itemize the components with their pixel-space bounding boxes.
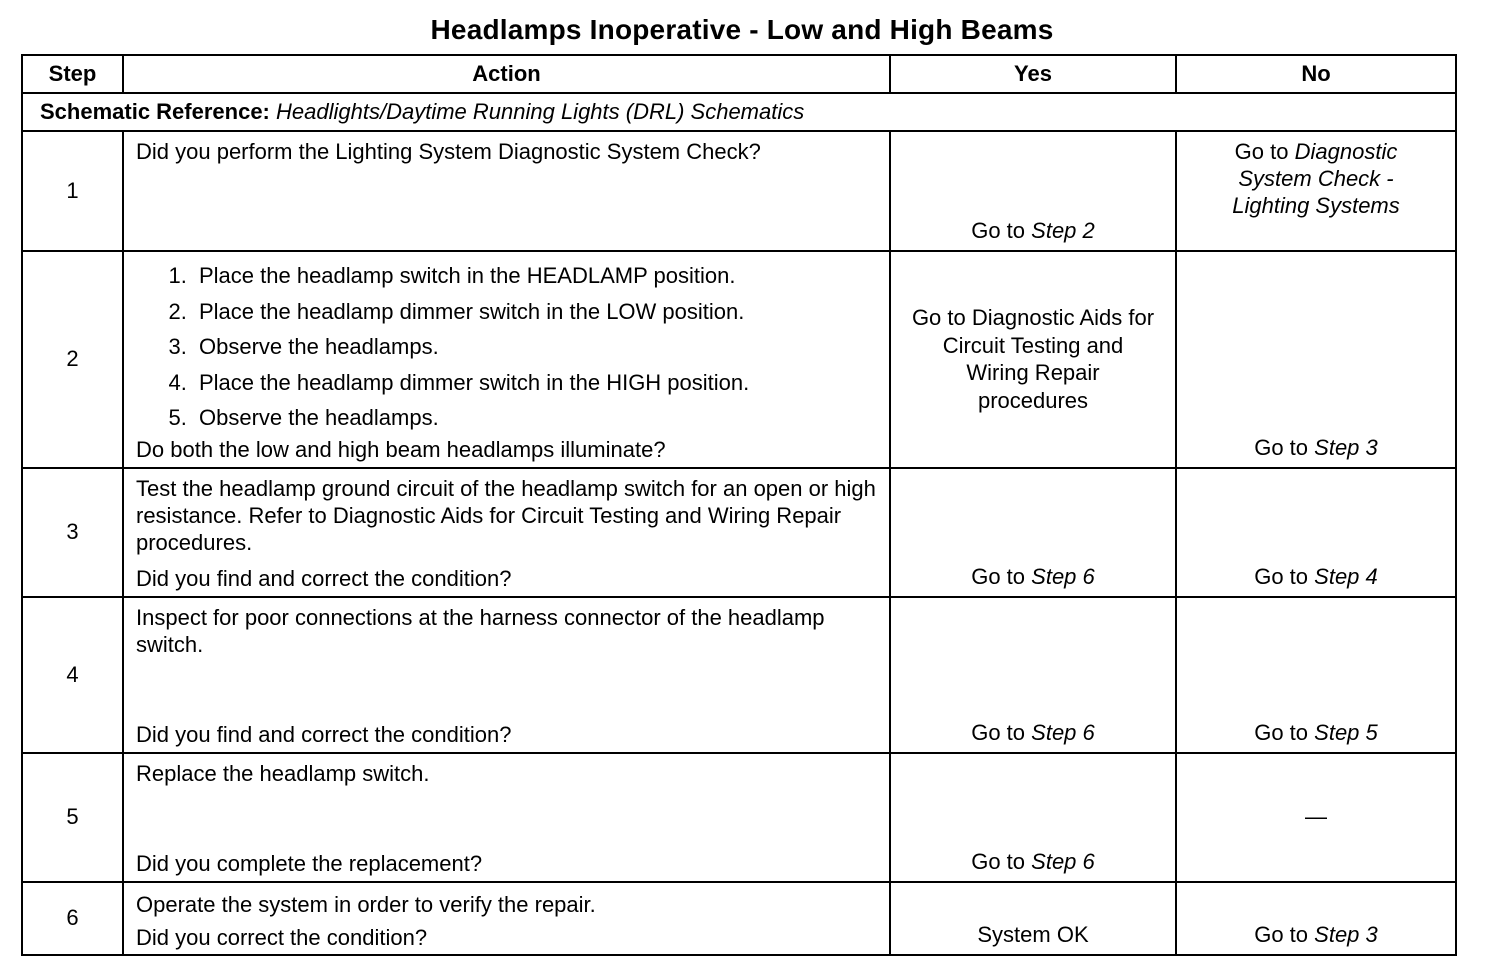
yes-prefix: Go to bbox=[971, 218, 1026, 243]
schematic-row bbox=[22, 93, 1456, 131]
diagnostic-table bbox=[21, 54, 1457, 956]
action-text: Test the headlamp ground circuit of the headlamp switch for an open or high resistance. Refer to Diagnostic Aids for Circuit Testing and Wiring Repair procedures. bbox=[136, 475, 876, 555]
no-cell bbox=[1176, 753, 1456, 882]
yes-text: System OK bbox=[977, 921, 1089, 947]
step-number: 5 bbox=[22, 753, 123, 882]
header-yes: Yes bbox=[890, 55, 1176, 93]
yes-step-ref: Step 6 bbox=[1031, 848, 1095, 874]
yes-step-ref: Step 2 bbox=[1031, 218, 1095, 243]
schematic-label: Schematic Reference: bbox=[40, 99, 270, 124]
action-cell bbox=[123, 251, 890, 468]
no-cell bbox=[1176, 468, 1456, 597]
table-row bbox=[22, 882, 1456, 955]
table-row bbox=[22, 251, 1456, 468]
list-item: 3. Observe the headlamps. bbox=[193, 329, 879, 365]
no-prefix: Go to bbox=[1254, 719, 1309, 745]
step-number: 4 bbox=[22, 597, 123, 753]
yes-cell bbox=[890, 597, 1176, 753]
step-number: 3 bbox=[22, 468, 123, 597]
schematic-reference bbox=[22, 93, 1456, 131]
action-question: Did you correct the condition? bbox=[136, 924, 428, 950]
no-cell bbox=[1176, 131, 1456, 251]
yes-text: Go to Diagnostic Aids for Circuit Testing and Wiring Repair procedures bbox=[911, 305, 1155, 413]
list-item: 2. Place the headlamp dimmer switch in the LOW position. bbox=[193, 294, 879, 330]
step-number: 2 bbox=[22, 251, 123, 468]
no-step-ref: Step 3 bbox=[1314, 921, 1378, 947]
list-item: 5. Observe the headlamps. bbox=[193, 400, 879, 436]
action-question: Did you find and correct the condition? bbox=[136, 721, 512, 747]
step-number: 6 bbox=[22, 882, 123, 955]
no-cell bbox=[1176, 597, 1456, 753]
no-dash: — bbox=[1305, 804, 1327, 830]
action-question: Did you complete the replacement? bbox=[136, 850, 483, 876]
list-item: 1. Place the headlamp switch in the HEADLAMP position. bbox=[193, 258, 879, 294]
action-text: Inspect for poor connections at the harness connector of the headlamp switch. bbox=[136, 604, 825, 657]
yes-prefix: Go to bbox=[971, 848, 1026, 874]
table-row bbox=[22, 468, 1456, 597]
table-row bbox=[22, 597, 1456, 753]
action-cell bbox=[123, 468, 890, 597]
table-row bbox=[22, 753, 1456, 882]
table-row bbox=[22, 131, 1456, 251]
header-step: Step bbox=[22, 55, 123, 93]
yes-cell bbox=[890, 131, 1176, 251]
action-cell bbox=[123, 882, 890, 955]
yes-prefix: Go to bbox=[971, 719, 1026, 745]
no-step-ref: Step 5 bbox=[1314, 719, 1378, 745]
action-cell bbox=[123, 597, 890, 753]
schematic-link: Headlights/Daytime Running Lights (DRL) Schematics bbox=[276, 99, 805, 124]
no-step-ref: Diagnostic System Check - Lighting Systems bbox=[1232, 139, 1400, 218]
action-steps-list bbox=[136, 258, 879, 436]
no-cell bbox=[1176, 882, 1456, 955]
header-row bbox=[22, 55, 1456, 93]
list-item: 4. Place the headlamp dimmer switch in the HIGH position. bbox=[193, 365, 879, 401]
action-cell bbox=[123, 131, 890, 251]
no-prefix: Go to bbox=[1254, 434, 1309, 460]
yes-step-ref: Step 6 bbox=[1031, 563, 1095, 589]
yes-step-ref: Step 6 bbox=[1031, 719, 1095, 745]
no-prefix: Go to bbox=[1254, 563, 1309, 589]
yes-cell bbox=[890, 468, 1176, 597]
action-question: Did you find and correct the condition? bbox=[136, 565, 512, 591]
header-action: Action bbox=[123, 55, 890, 93]
no-step-ref: Step 4 bbox=[1314, 563, 1378, 589]
yes-cell bbox=[890, 882, 1176, 955]
no-prefix: Go to bbox=[1234, 139, 1289, 164]
header-no: No bbox=[1176, 55, 1456, 93]
no-prefix: Go to bbox=[1254, 921, 1309, 947]
action-question: Do both the low and high beam headlamps illuminate? bbox=[136, 436, 666, 462]
yes-cell bbox=[890, 753, 1176, 882]
page-title: Headlamps Inoperative - Low and High Beams bbox=[430, 14, 1054, 45]
yes-cell bbox=[890, 251, 1176, 468]
step-number: 1 bbox=[22, 131, 123, 251]
action-text: Operate the system in order to verify the repair. bbox=[136, 891, 596, 917]
no-step-ref: Step 3 bbox=[1314, 434, 1378, 460]
action-text: Replace the headlamp switch. bbox=[136, 760, 430, 786]
action-cell bbox=[123, 753, 890, 882]
yes-prefix: Go to bbox=[971, 563, 1026, 589]
no-cell bbox=[1176, 251, 1456, 468]
action-text: Did you perform the Lighting System Diagnostic System Check? bbox=[136, 139, 761, 164]
